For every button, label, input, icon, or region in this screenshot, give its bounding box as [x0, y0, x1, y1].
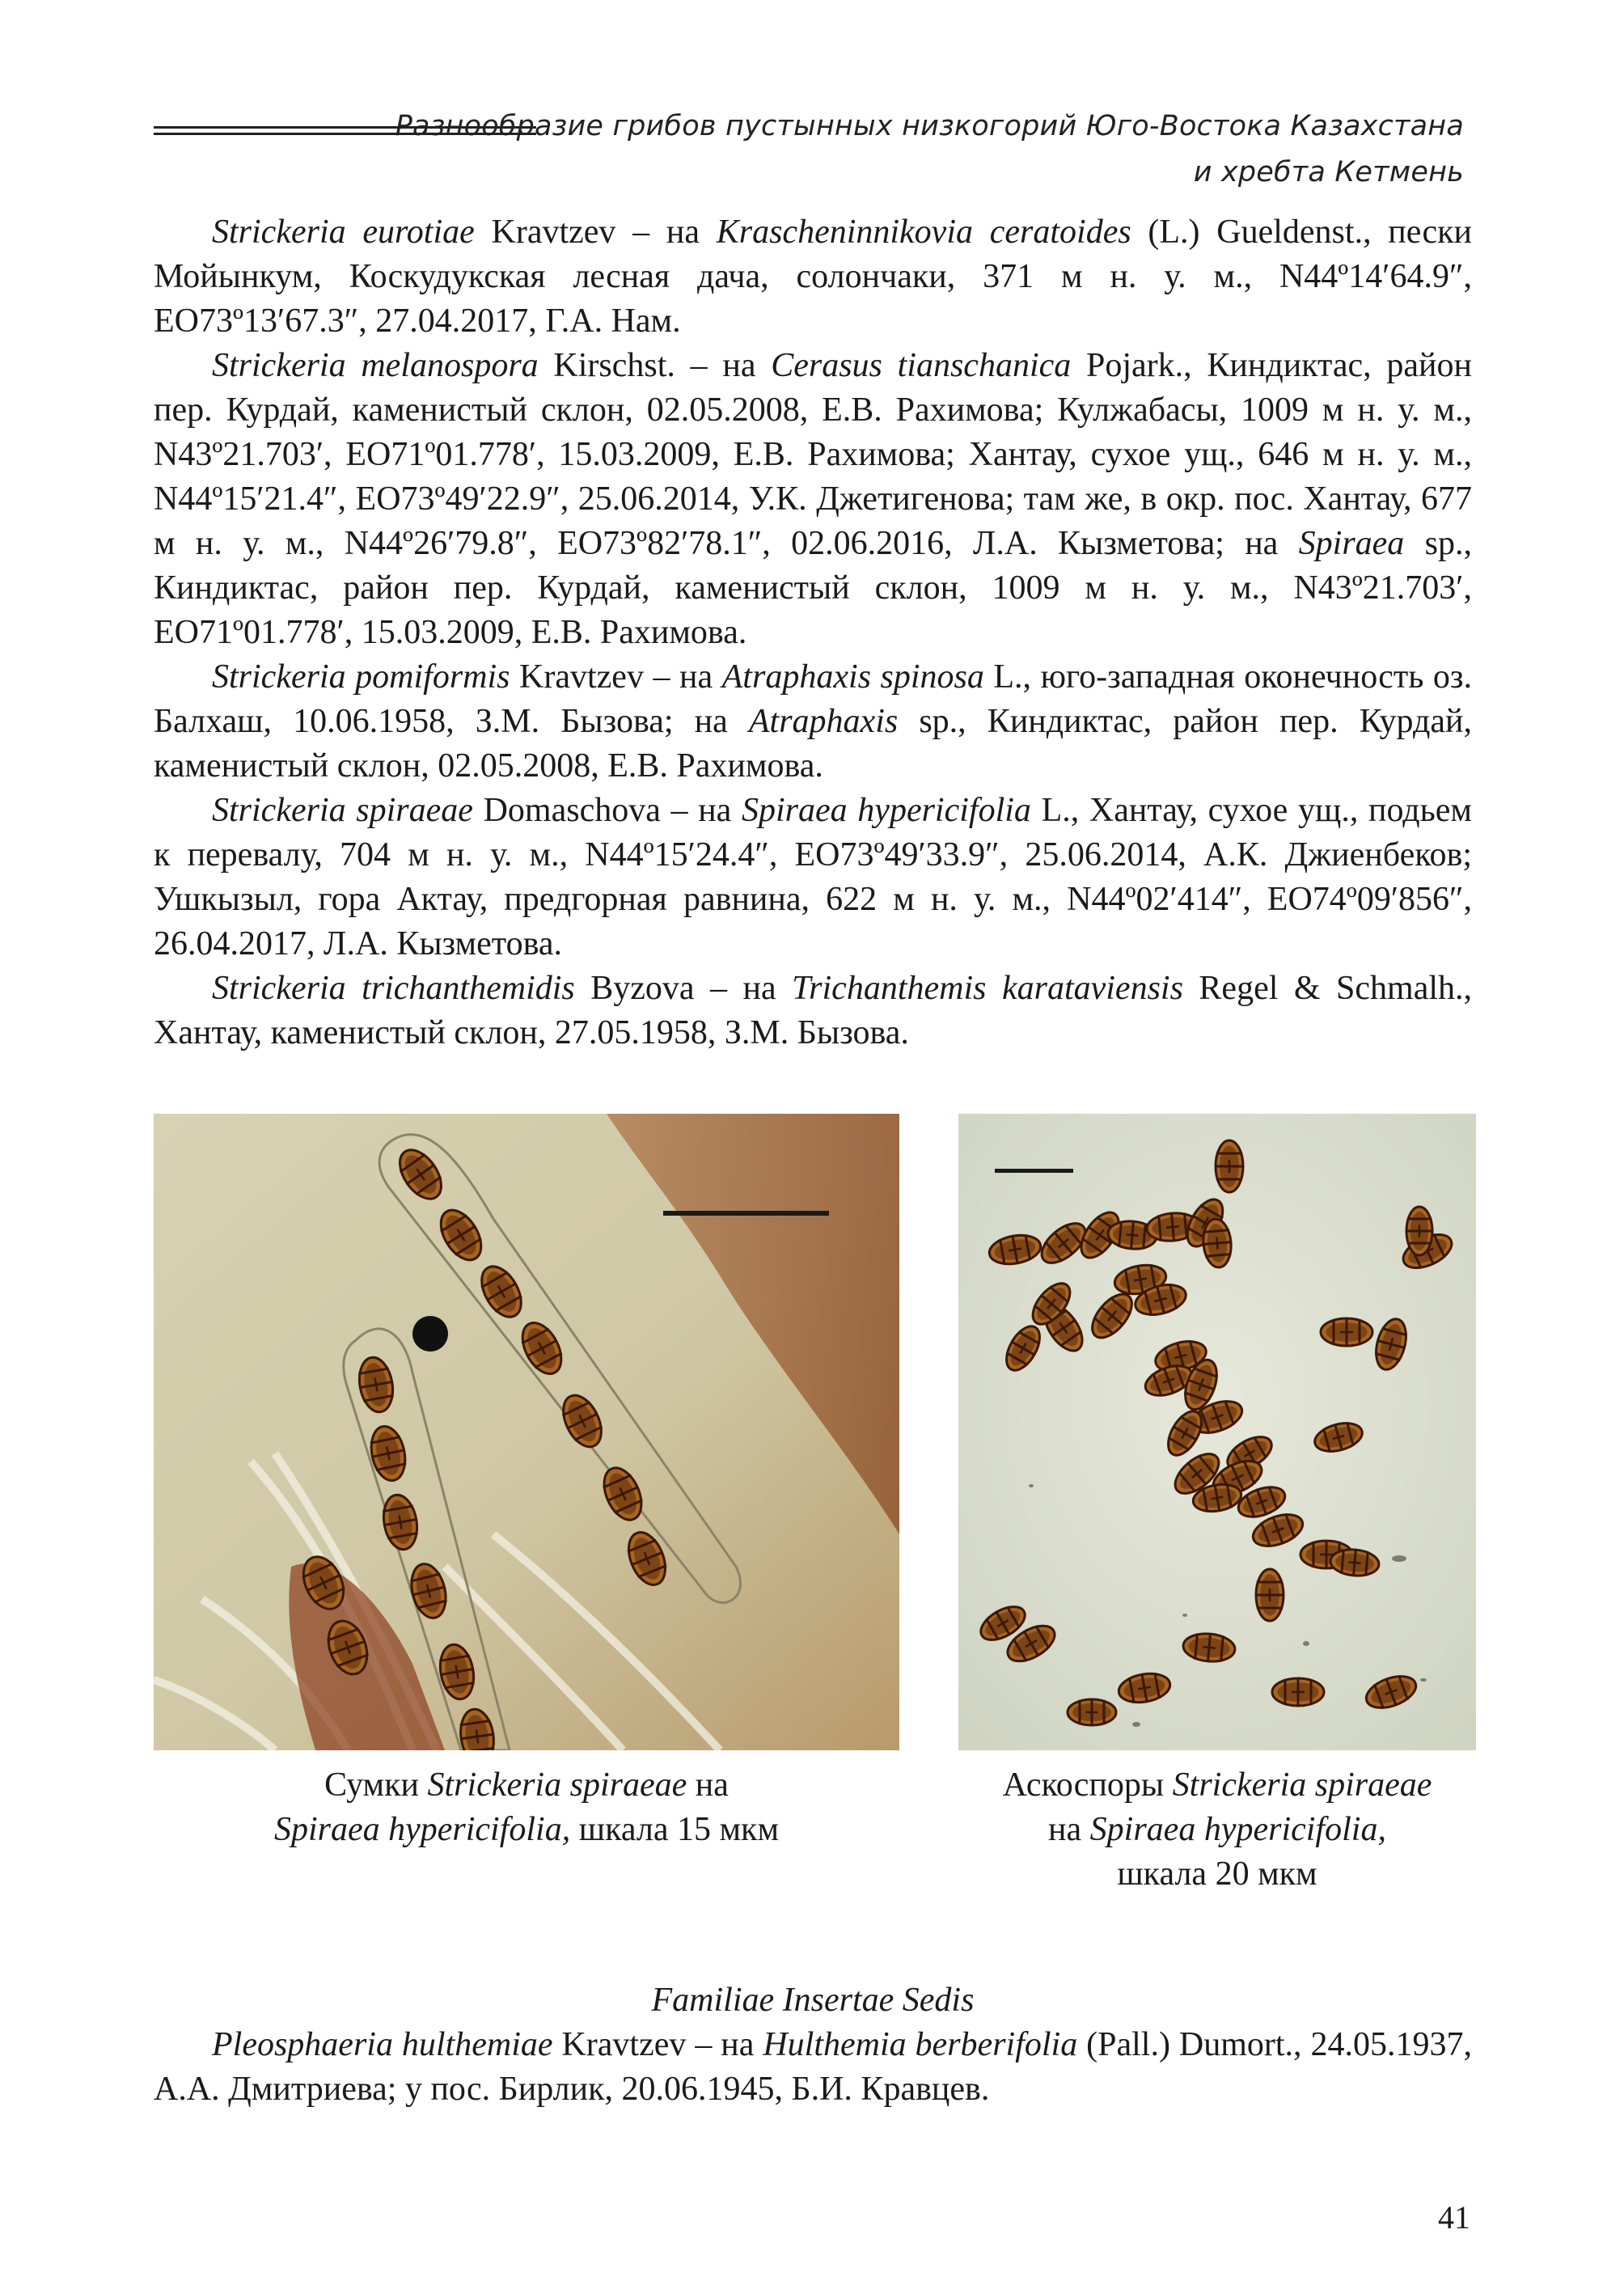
host-name: Spiraea [1298, 525, 1405, 562]
species-paragraph-hulthemiae [154, 2023, 1472, 2112]
host-name: Atraphaxis [748, 703, 899, 740]
page-number: 41 [1438, 2199, 1470, 2236]
species-paragraph-spiraeae [154, 789, 1472, 967]
spore [1321, 1318, 1372, 1346]
text-run: L., Хантау, сухое ущ., подьем к перевалу, 704 м н. у. м., N44º15′24.4″, ЕО73º49′33.9″, 25.06.2014, А.К. Джиенбеков; Ушкызыл, гора Актау, предгорная равнина, 622 м н. у. м., N44º02′414″, ЕО74º09′856″, 26.04.2017, Л.А. Кызметова. [154, 792, 1473, 962]
spore [1406, 1207, 1432, 1255]
scale-bar [663, 1211, 829, 1216]
host-name: Spiraea hypericifolia [741, 792, 1031, 829]
spore [1068, 1699, 1116, 1725]
text-run: Kravtzev – на [510, 658, 722, 696]
dark-spheroid [412, 1316, 448, 1352]
scale-bar [995, 1169, 1073, 1173]
spore [1256, 1569, 1284, 1621]
text-run: Kravtzev – на [474, 214, 717, 251]
species-name: Strickeria spiraeae [427, 1766, 687, 1804]
host-name: Spiraea hypericifolia, [273, 1811, 571, 1848]
spore [1272, 1678, 1324, 1706]
host-name: Atraphaxis spinosa [721, 658, 984, 696]
micrograph-ascospores [958, 1114, 1476, 1750]
micrograph-asci [154, 1114, 899, 1750]
species-paragraph-trichanthemidis [154, 967, 1472, 1056]
text-run: на [687, 1766, 729, 1804]
host-name: Krascheninnikovia ceratoides [716, 214, 1131, 251]
species-name: Strickeria eurotiae [212, 214, 475, 251]
text-run: Regel & Schmalh., Хантау, каменистый склон, 27.05.1958, З.М. Бызова. [154, 970, 1472, 1051]
host-name: Cerasus tianschanica [771, 347, 1072, 384]
caption-line [922, 1763, 1512, 1808]
species-list [154, 210, 1472, 1056]
text-run: Byzova – на [574, 970, 793, 1007]
text-run: Kravtzev – на [552, 2026, 763, 2063]
species-name: Strickeria trichanthemidis [212, 970, 575, 1007]
running-header-line-1: Разнообразие грибов пустынных низкогорий Юго-Востока Казахстана [395, 110, 1464, 142]
spore [1216, 1140, 1243, 1192]
micrograph-asci-image [154, 1114, 899, 1750]
text-run: sp., Киндиктас, район пер. Курдай, каменистый склон, 02.05.2008, Е.В. Рахимова. [154, 703, 1472, 785]
text-run: на [1048, 1811, 1090, 1848]
text-run: L., юго-западная оконечность оз. Балхаш, 10.06.1958, З.М. Бызова; на [154, 658, 1473, 740]
text-run: шкала 15 мкм [570, 1811, 780, 1848]
text-run: (L.) Gueldenst., пески Мойынкум, Коскудукская лесная дача, солончаки, 371 м н. у. м., N44º14′64.9″, ЕО73º13′67.3″, 27.04.2017, Г.А. Нам. [154, 214, 1472, 340]
species-paragraph-eurotiae [154, 210, 1472, 344]
species-paragraph-melanospora [154, 344, 1472, 655]
species-name: Pleosphaeria hulthemiae [212, 2026, 553, 2063]
host-name: Trichanthemis karataviensis [792, 970, 1183, 1007]
running-header [395, 104, 1464, 196]
species-name: Strickeria pomiformis [212, 658, 510, 696]
caption-line [154, 1763, 899, 1808]
text-run: Kirschst. – на [538, 347, 772, 384]
micrograph-ascospores-image [958, 1114, 1476, 1750]
text-run: Domaschova – на [472, 792, 742, 829]
text-run: Сумки [324, 1766, 428, 1804]
figure-caption-asci [154, 1763, 899, 1852]
caption-line [154, 1808, 899, 1852]
caption-line: шкала 20 мкм [1117, 1855, 1317, 1893]
text-run: Аскоспоры [1002, 1766, 1173, 1804]
text-run: sp., Киндиктас, район пер. Курдай, каменистый склон, 1009 м н. у. м., N43º21.703′, ЕО71º01.778′, 15.03.2009, Е.В. Рахимова. [154, 525, 1472, 651]
species-name: Strickeria spiraeae [212, 792, 473, 829]
species-name: Strickeria melanospora [212, 347, 539, 384]
final-entry [154, 2023, 1472, 2112]
caption-line [922, 1808, 1512, 1852]
species-name: Strickeria spiraeae [1172, 1766, 1432, 1804]
figure-caption-ascospores [922, 1763, 1512, 1897]
host-name: Hulthemia berberifolia [763, 2026, 1078, 2063]
family-heading: Familiae Insertae Sedis [651, 1982, 975, 2019]
host-name: Spiraea hypericifolia, [1089, 1811, 1386, 1848]
text-run: Pojark., Киндиктас, район пер. Курдай, каменистый склон, 02.05.2008, Е.В. Рахимова; Кулжабасы, 1009 м н. у. м., N43º21.703′, ЕО71º01.778′, 15.03.2009, Е.В. Рахимова; Хантау, сухое ущ., 646 м н. у. м., N44º15′21.4″, ЕО73º49′22.9″, 25.06.2014, У.К. Джетигенова; там же, в окр. пос. Хантау, 677 м н. у. м., N44º26′79.8″, ЕО73º82′78.1″, 02.06.2016, Л.А. Кызметова; на [154, 347, 1473, 562]
text-run: (Pall.) Dumort., 24.05.1937, А.А. Дмитриева; у пос. Бирлик, 20.06.1945, Б.И. Кравцев. [154, 2026, 1472, 2108]
species-paragraph-pomiformis [154, 655, 1472, 789]
running-header-line-2: и хребта Кетмень [1193, 156, 1464, 188]
